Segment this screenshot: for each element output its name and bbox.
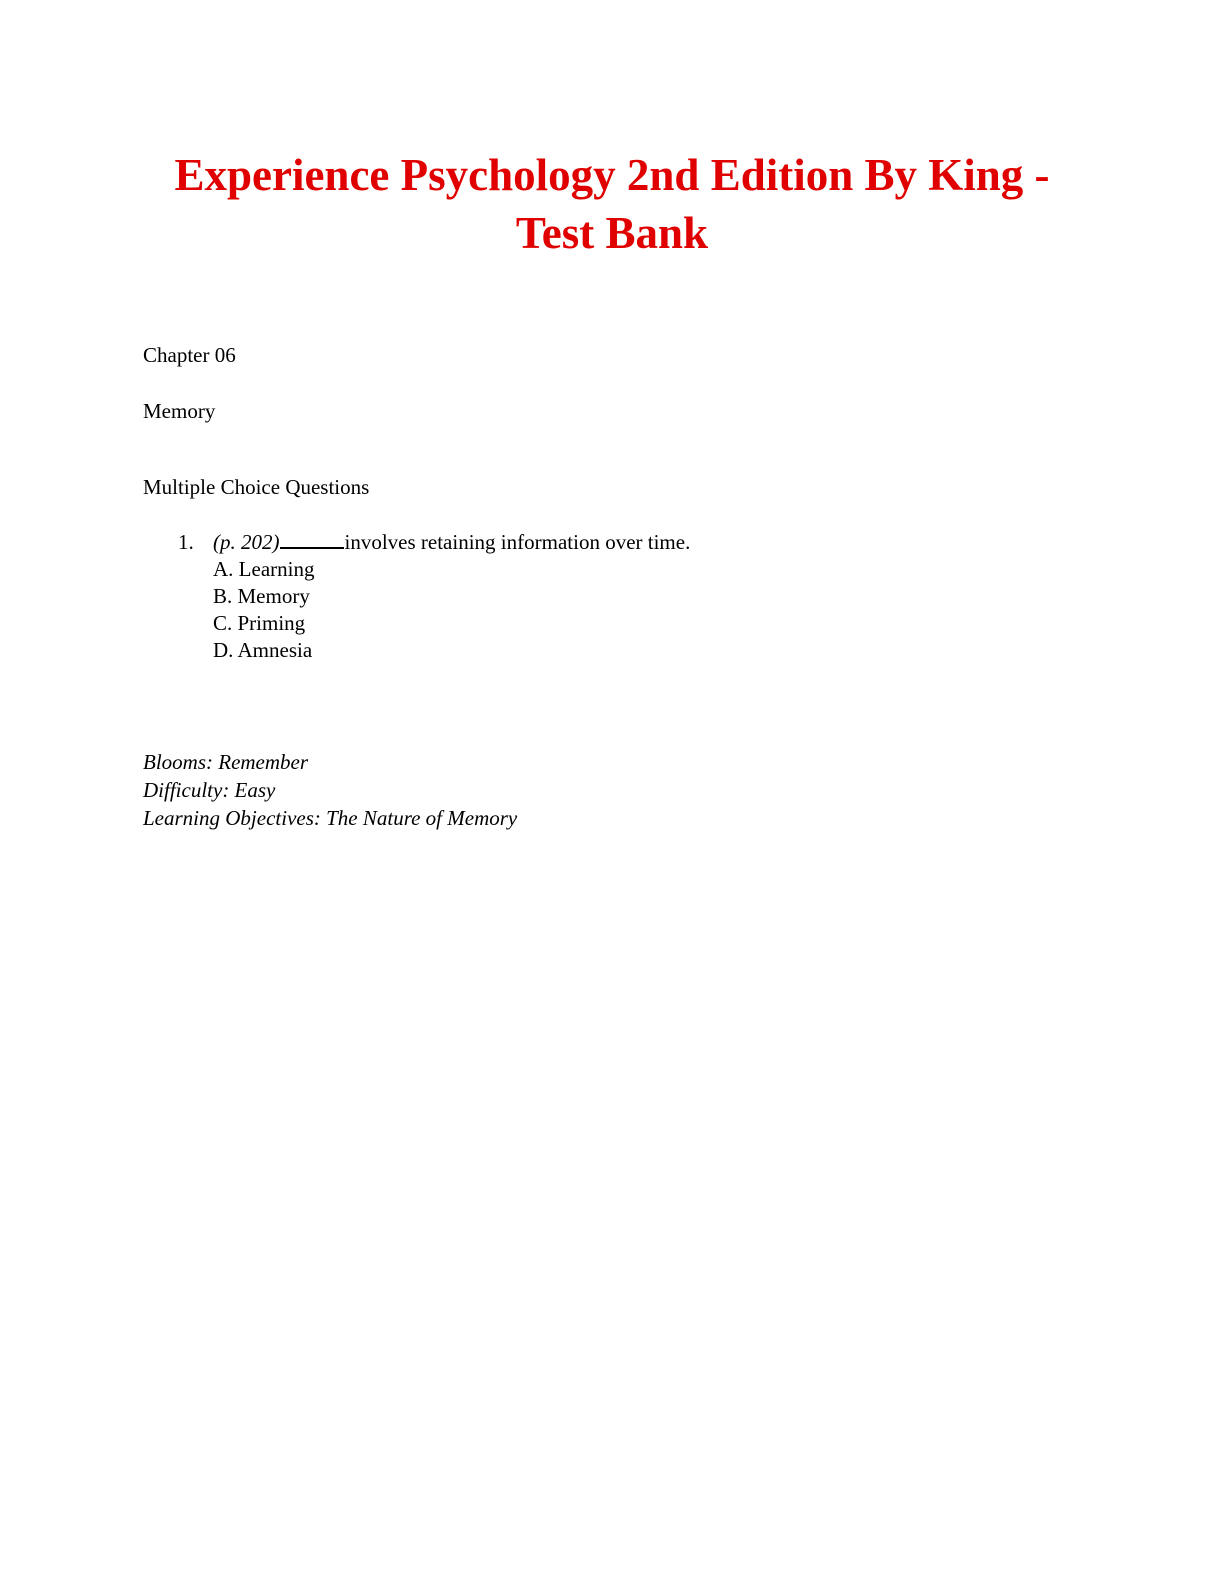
answer-blank — [280, 529, 344, 549]
question-number: 1. — [178, 530, 194, 554]
document-title — [100, 146, 1124, 262]
question-metadata — [143, 748, 517, 832]
question-1 — [178, 529, 690, 664]
document-title-line-1: Experience Psychology 2nd Edition By King - — [174, 150, 1050, 200]
chapter-label: Chapter 06 — [143, 343, 236, 367]
chapter-topic: Memory — [143, 399, 216, 423]
section-heading: Multiple Choice Questions — [143, 475, 370, 499]
option-d: D. Amnesia — [213, 638, 313, 662]
question-text: involves retaining information over time. — [344, 530, 691, 554]
option-b: B. Memory — [213, 584, 310, 608]
option-a: A. Learning — [213, 557, 315, 581]
option-c: C. Priming — [213, 611, 306, 635]
question-page-ref: (p. 202) — [213, 530, 280, 554]
question-stem — [178, 529, 690, 556]
learning-objectives: Learning Objectives: The Nature of Memory — [143, 806, 518, 830]
difficulty-level: Difficulty: Easy — [143, 778, 276, 802]
document-title-line-2: Test Bank — [515, 208, 709, 258]
blooms-level: Blooms: Remember — [143, 750, 309, 774]
answer-options — [178, 556, 690, 664]
